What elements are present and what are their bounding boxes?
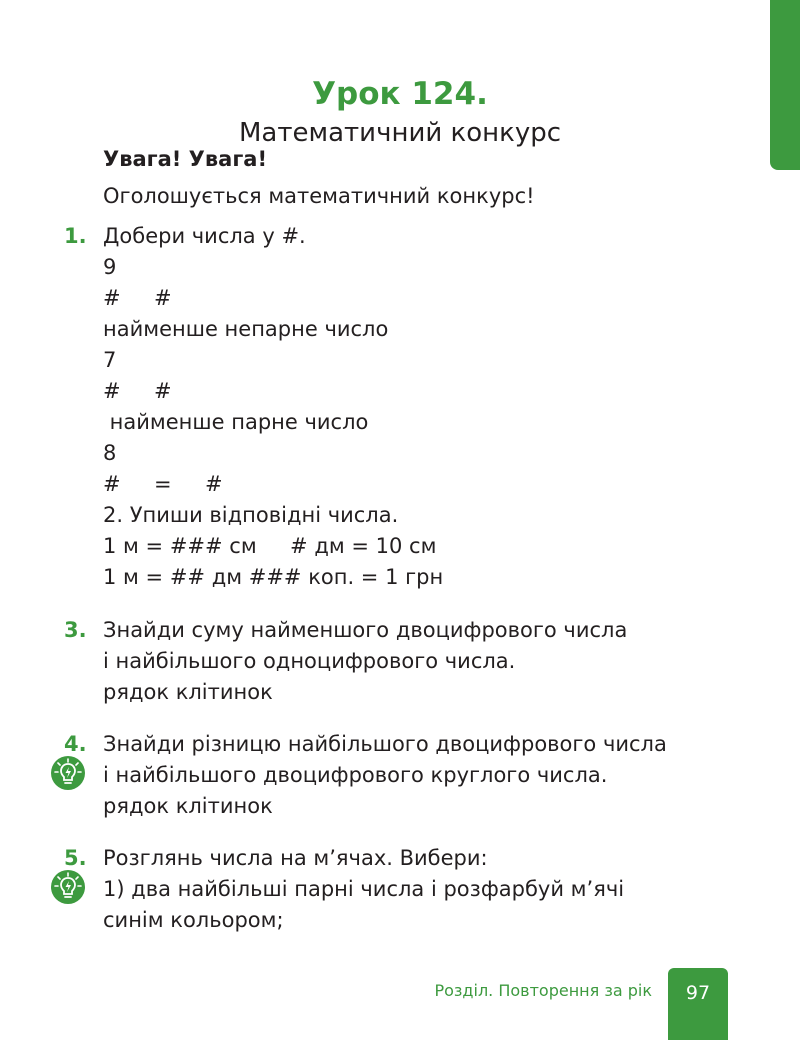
page-number: 97: [685, 982, 711, 1004]
task-3-line: Знайди суму найменшого двоцифрового числа: [103, 618, 628, 642]
lesson-title: Математичний конкурс: [238, 118, 562, 148]
lightbulb-icon: [50, 755, 86, 791]
task-2-line: 1 м = ## дм ### коп. = 1 грн: [103, 565, 444, 589]
task-5-line: синім кольором;: [103, 908, 284, 932]
task-4-line: Знайди різницю найбільшого двоцифрового числа: [103, 732, 667, 756]
lesson-number: Урок 124.: [312, 76, 488, 112]
task-2-text: 2. Упиши відповідні числа.: [103, 503, 399, 527]
task-5-line: Розглянь числа на м’ячах. Вибери:: [103, 846, 488, 870]
task-1-text: Добери числа у #.: [103, 224, 306, 248]
task-1-line: # #: [103, 379, 172, 403]
task-4-line: і найбільшого двоцифрового круглого числа.: [103, 763, 608, 787]
task-1-number: 1.: [64, 224, 87, 248]
task-4-number: 4.: [64, 732, 87, 756]
task-1-line: # = #: [103, 472, 223, 496]
task-1-line: найменше непарне число: [103, 317, 389, 341]
task-2-line: 1 м = ### см # дм = 10 см: [103, 534, 437, 558]
attention-heading: Увага! Увага!: [103, 147, 268, 171]
task-4-line: рядок клітинок: [103, 794, 273, 818]
task-5-number: 5.: [64, 846, 87, 870]
lightbulb-icon: [50, 869, 86, 905]
task-3-line: рядок клітинок: [103, 680, 273, 704]
task-1-line: найменше парне число: [103, 410, 369, 434]
task-1-line: 8: [103, 441, 117, 465]
task-1-line: 7: [103, 348, 117, 372]
page-number-box: [668, 968, 728, 1040]
task-1-line: # #: [103, 286, 172, 310]
announcement-text: Оголошується математичний конкурс!: [103, 184, 535, 208]
task-1-line: 9: [103, 255, 117, 279]
task-5-line: 1) два найбільші парні числа і розфарбуй м’ячі: [103, 877, 625, 901]
task-3-number: 3.: [64, 618, 87, 642]
footer-section: Розділ. Повторення за рік: [434, 981, 652, 1000]
task-3-line: і найбільшого одноцифрового числа.: [103, 649, 516, 673]
